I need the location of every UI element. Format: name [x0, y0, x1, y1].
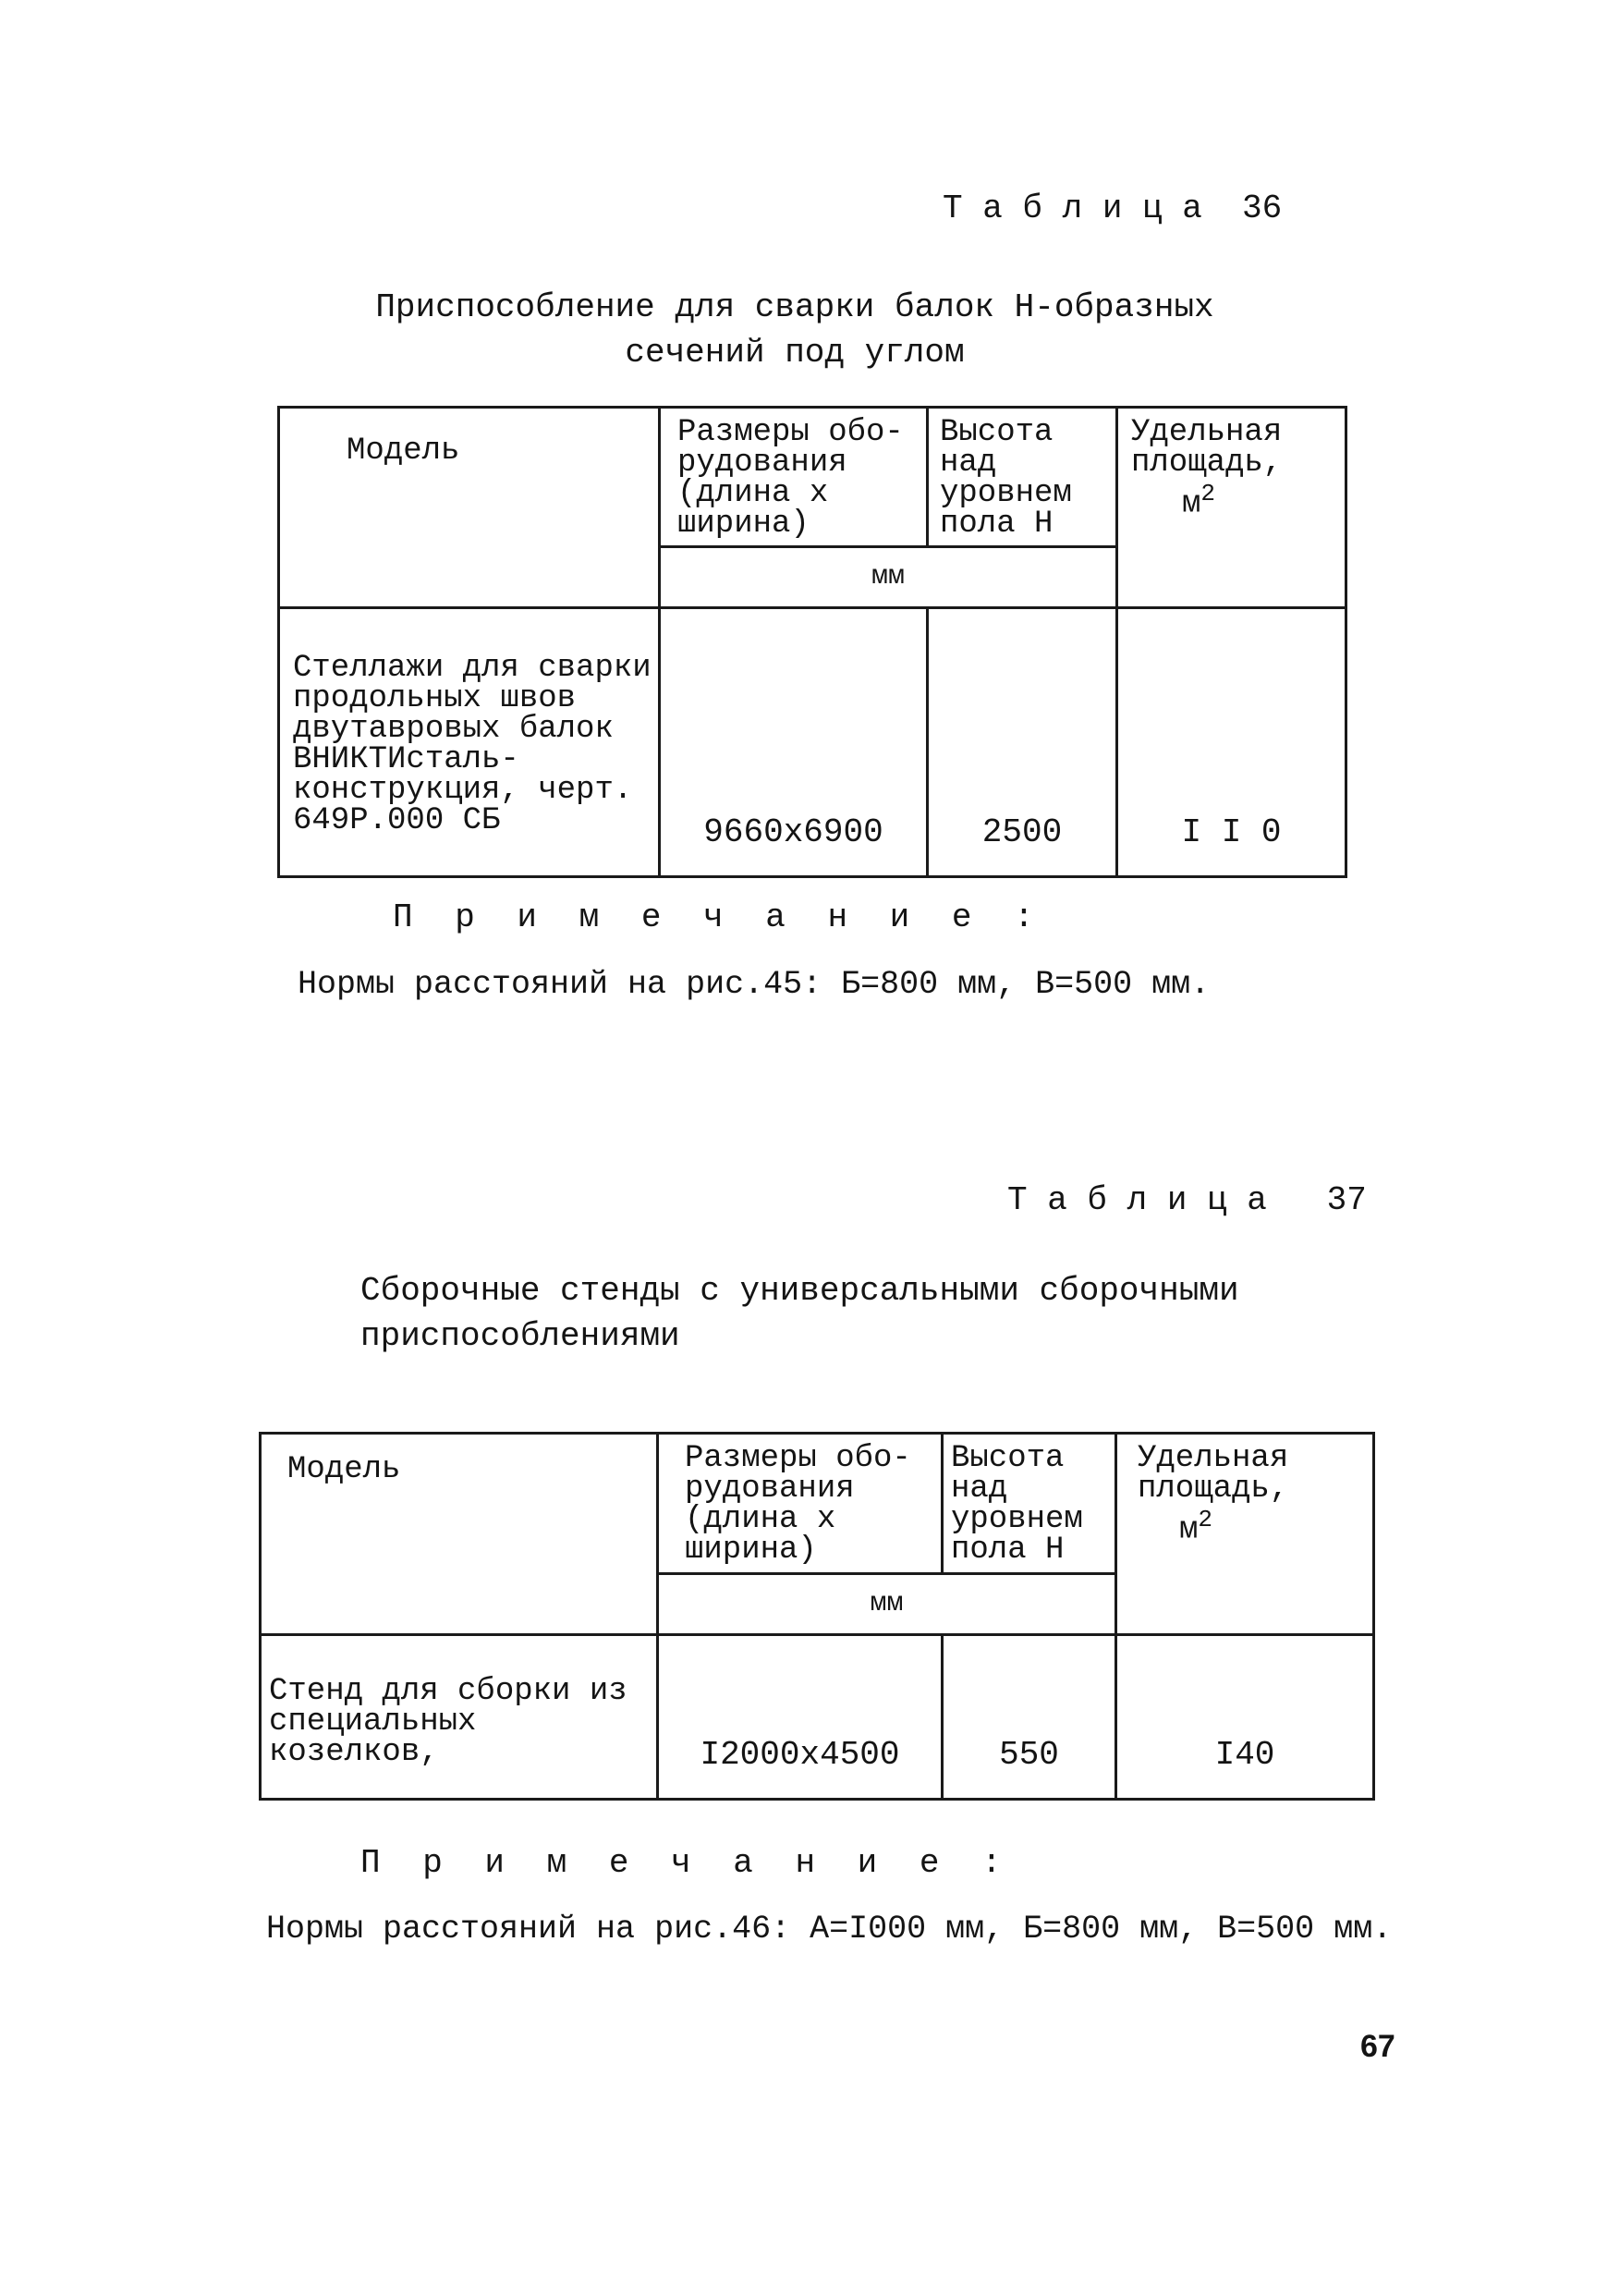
table-37-cell-model: Стенд для сборки из специальных козелков, — [261, 1635, 658, 1800]
table-36-note-heading: П р и м е ч а н и е : — [393, 898, 1045, 936]
table-36-units-mm: мм — [660, 547, 1117, 608]
table-37-title-line-2: приспособлениями — [360, 1317, 680, 1355]
table-37-note-text: Нормы расстояний на рис.46: А=I000 мм, Б=800 мм, В=500 мм. — [266, 1911, 1393, 1948]
table-36-title — [277, 285, 1312, 375]
table-37-title-line-1: Сборочные стенды с универсальными сборочными — [360, 1272, 1239, 1310]
table-36-cell-dims: 9660х6900 — [660, 608, 928, 877]
table-37-units-mm: мм — [658, 1574, 1116, 1635]
table-36-cell-height: 2500 — [928, 608, 1117, 877]
table-36-header-area-unit: $м^2$ — [1182, 480, 1216, 522]
table-36-header-area — [1117, 408, 1346, 608]
table-37-cell-dims: I2000х4500 — [658, 1635, 943, 1800]
table-36-cell-model: Стеллажи для сварки продольных швов двутавровых балок ВНИКТИсталь- конструкция, черт. 649Р.000 СБ — [279, 608, 660, 877]
table-36-title-line-2: сечений под углом — [625, 334, 965, 372]
table-36-title-line-1: Приспособление для сварки балок Н-образных — [375, 288, 1214, 326]
table-36-note-text: Нормы расстояний на рис.45: Б=800 мм, В=500 мм. — [298, 966, 1211, 1003]
table-37-header-dims: Размеры обо- рудования (длина х ширина) — [658, 1434, 943, 1574]
table-36-header-height: Высота над уровнем пола Н — [928, 408, 1117, 547]
table-37-header-area-label: Удельная площадь, — [1138, 1441, 1289, 1507]
table-36-header-model: Модель — [279, 408, 660, 608]
table-36 — [277, 406, 1347, 878]
table-37-header-model: Модель — [261, 1434, 658, 1635]
table-37-header-area-unit: $м^2$ — [1179, 1506, 1213, 1548]
table-37 — [259, 1432, 1375, 1801]
table-37-cell-area: I40 — [1116, 1635, 1374, 1800]
table-37-header-area — [1116, 1434, 1374, 1635]
table-36-header-area-label: Удельная площадь, — [1131, 415, 1283, 481]
table-37-title — [360, 1268, 1377, 1359]
table-37-header-height: Высота над уровнем пола Н — [943, 1434, 1116, 1574]
table-37-cell-height: 550 — [943, 1635, 1116, 1800]
page-number: 67 — [1360, 2029, 1395, 2064]
table-37-caption: Т а б л и ц а 37 — [1007, 1181, 1367, 1219]
table-36-cell-area: I I 0 — [1117, 608, 1346, 877]
table-36-header-dims: Размеры обо- рудования (длина х ширина) — [660, 408, 928, 547]
table-36-caption: Т а б л и ц а 36 — [943, 189, 1283, 227]
table-37-note-heading: П р и м е ч а н и е : — [360, 1844, 1013, 1882]
